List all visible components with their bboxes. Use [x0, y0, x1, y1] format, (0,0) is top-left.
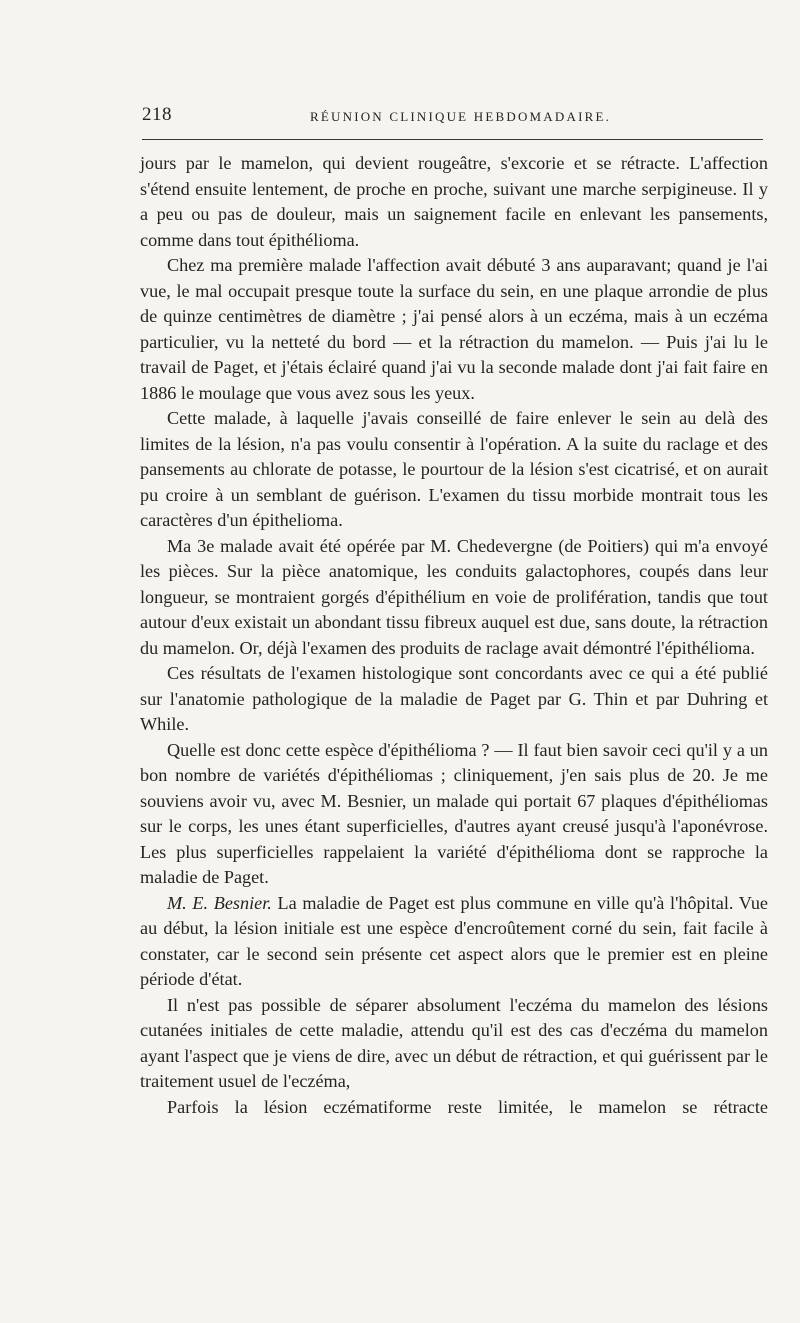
paragraph: Cette malade, à laquelle j'avais conseillé de faire enlever le sein au delà des limites de la lésion, n'a pas voulu consentir à l'opération. A la suite du raclage et des pansements au chlorate de potasse, le pourtour de la lésion s'est cicatrisé, et on aurait pu croire à un semblant de guérison. L'examen du tissu morbide montrait tous les caractères d'un épithelioma.: [140, 408, 768, 530]
page-number: 218: [142, 104, 172, 125]
page-header: [142, 104, 762, 130]
paragraph: jours par le mamelon, qui devient rougeâtre, s'excorie et se rétracte. L'affection s'étend ensuite lentement, de proche en proche, suivant une marche serpigineuse. Il y a peu ou pas de douleur, mais un saignement facile en enlevant les pansements, comme dans tout épithélioma.: [140, 153, 768, 250]
paragraph: Parfois la lésion eczématiforme reste limitée, le mamelon se rétracte: [167, 1096, 768, 1117]
paragraph: Ces résultats de l'examen histologique sont concordants avec ce qui a été publié sur l'anatomie pathologique de la maladie de Paget par G. Thin et par Duhring et While.: [140, 663, 768, 734]
paragraph: Chez ma première malade l'affection avait débuté 3 ans auparavant; quand je l'ai vue, le mal occupait presque toute la surface du sein, en une plaque arrondie de plus de quinze centimètres de diamètre ; j'ai pensé alors à un eczéma, mais à un eczéma particulier, vu la netteté du bord — et la rétraction du mamelon. — Puis j'ai lu le travail de Paget, et j'étais éclairé quand j'ai vu la seconde malade dont j'ai fait faire en 1886 le moulage que vous avez sous les yeux.: [140, 255, 768, 403]
paragraph-speaker: [140, 891, 768, 993]
paragraph: Quelle est donc cette espèce d'épithélioma ? — Il faut bien savoir ceci qu'il y a un bon nombre de variétés d'épithéliomas ; cliniquement, j'en sais plus de 20. Je me souviens avoir vu, avec M. Besnier, un malade qui portait 67 plaques d'épithéliomas sur le corps, les unes étant superficielles, d'autres ayant creusé jusqu'à l'aponévrose. Les plus superficielles rappelaient la variété d'épithélioma dont se rapproche la maladie de Paget.: [140, 739, 768, 887]
speaker-text: La maladie de Paget est plus commune en ville qu'à l'hôpital. Vue au début, la lésion initiale est une espèce d'encroûtement corné du sein, fait facile à constater, car le second sein présente cet aspect alors que le premier est en pleine période d'état.: [140, 892, 769, 989]
running-title: RÉUNION CLINIQUE HEBDOMADAIRE.: [310, 109, 612, 124]
speaker-name: M. E. Besnier.: [167, 892, 272, 913]
paragraph: Ma 3e malade avait été opérée par M. Chedevergne (de Poitiers) qui m'a envoyé les pièces. Sur la pièce anatomique, les conduits galactophores, coupés dans leur longueur, se montraient gorgés d'épithélium en voie de prolifération, tandis que tout autour d'eux existait un abondant tissu fibreux auquel est due, sans doute, la rétraction du mamelon. Or, déjà l'examen des produits de raclage avait démontré l'épithélioma.: [140, 535, 768, 658]
body-text: [140, 151, 768, 1120]
header-rule: [142, 139, 763, 140]
paragraph: Il n'est pas possible de séparer absolument l'eczéma du mamelon des lésions cutanées initiales de cette maladie, attendu qu'il est des cas d'eczéma du mamelon ayant l'aspect que je viens de dire, avec un début de rétraction, et qui guérissent par le traitement usuel de l'eczéma,: [140, 994, 768, 1091]
